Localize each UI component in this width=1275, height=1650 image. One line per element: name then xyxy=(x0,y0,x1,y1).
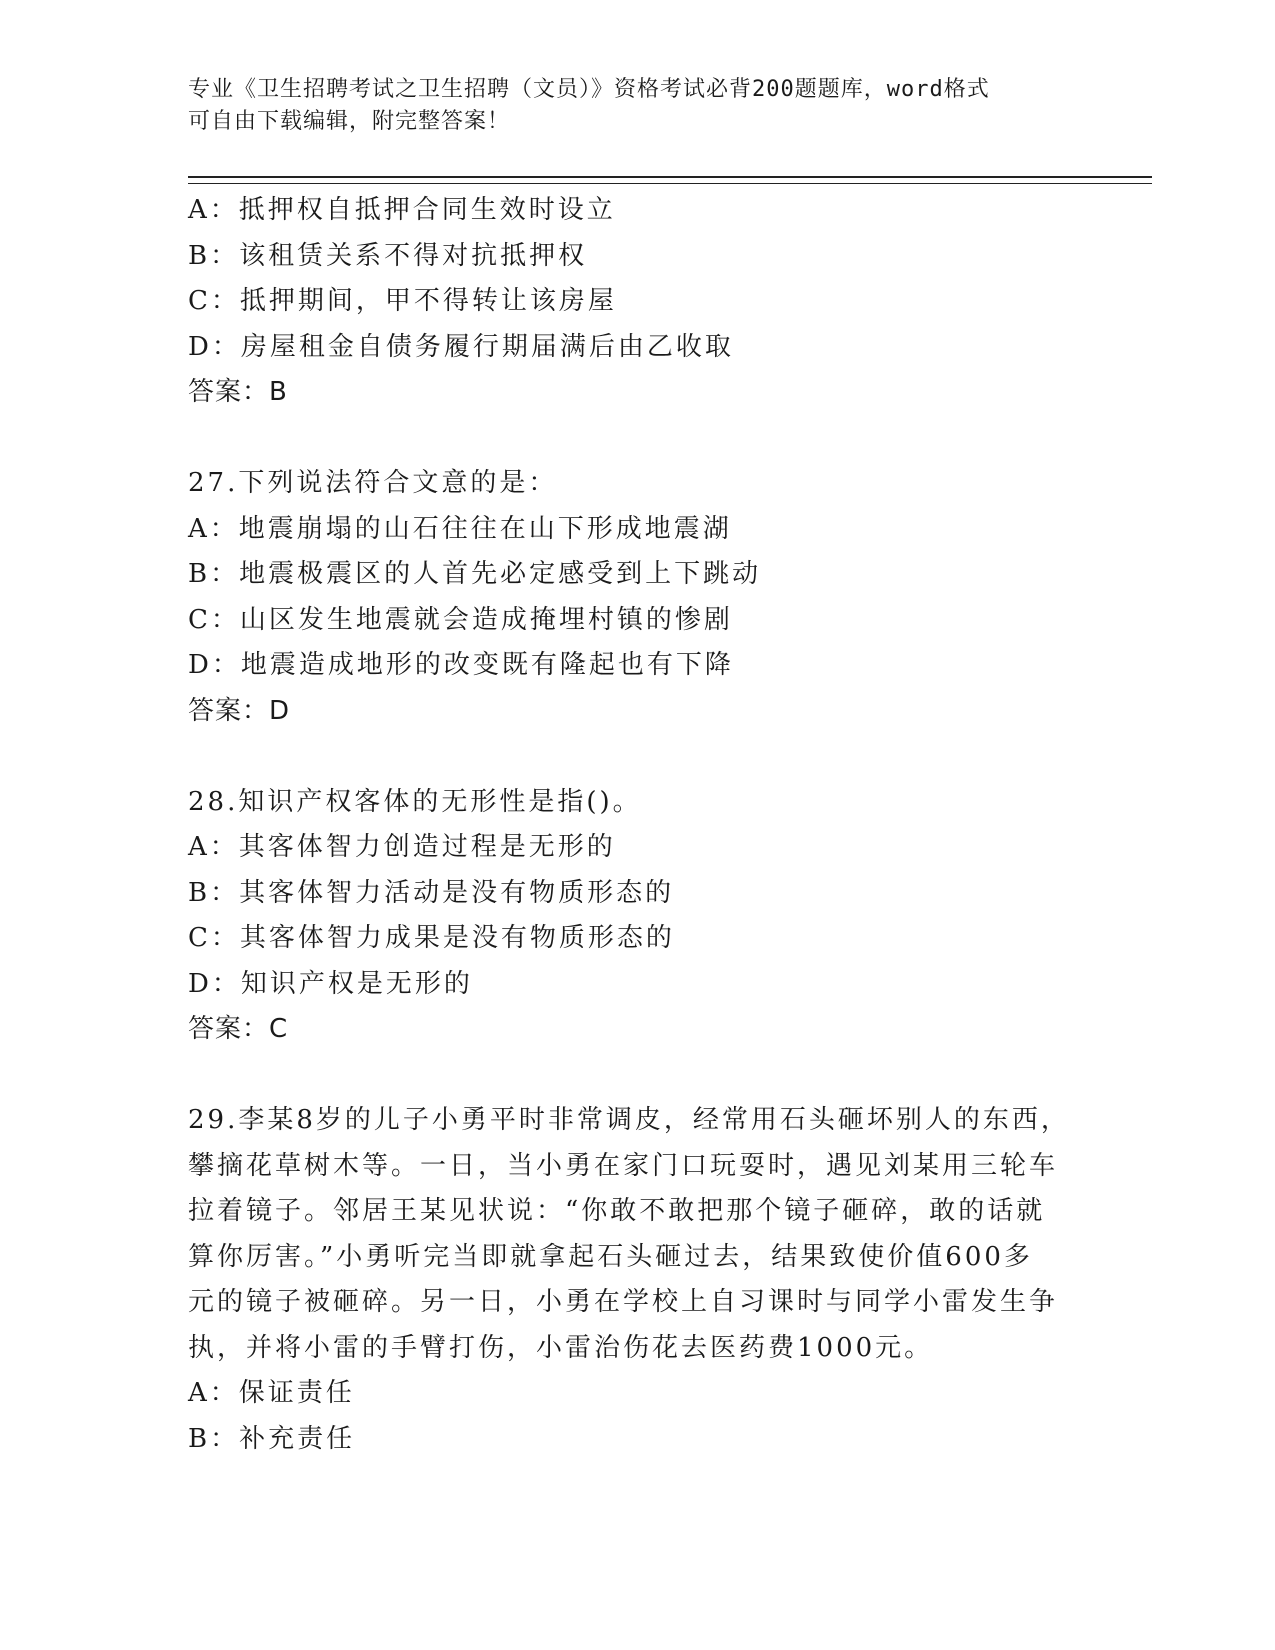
question-stem-line-6: 执，并将小雷的手臂打伤，小雷治伤花去医药费1000元。 xyxy=(188,1332,934,1363)
header-divider-thick xyxy=(188,176,1152,178)
question-27 xyxy=(188,461,1068,734)
question-stem-line-4: 算你厉害。”小勇听完当即就拿起石头砸过去，结果致使价值600多 xyxy=(188,1241,1033,1272)
header-divider-thin xyxy=(188,183,1152,184)
question-28 xyxy=(188,780,1068,1053)
option-b: B：补充责任 xyxy=(188,1423,356,1454)
option-c: C：山区发生地震就会造成掩埋村镇的惨剧 xyxy=(188,604,733,635)
question-stem: 27.下列说法符合文意的是： xyxy=(188,468,558,498)
spacer xyxy=(188,734,1068,780)
spacer xyxy=(188,416,1068,462)
header-title-line-2: 可自由下载编辑，附完整答案！ xyxy=(188,109,511,134)
spacer xyxy=(188,1053,1068,1099)
answer-line: 答案：C xyxy=(188,1014,289,1044)
question-stem: 28.知识产权客体的无形性是指()。 xyxy=(188,786,642,817)
question-stem-line-5: 元的镜子被砸碎。另一日，小勇在学校上自习课时与同学小雷发生争 xyxy=(188,1287,1059,1317)
option-b: B：其客体智力活动是没有物质形态的 xyxy=(188,877,675,908)
answer-line: 答案：D xyxy=(188,695,291,726)
question-stem-line-1: 29.李某8岁的儿子小勇平时非常调皮，经常用石头砸坏别人的东西， xyxy=(188,1105,1070,1135)
question-content xyxy=(188,188,1068,1462)
option-a: A：其客体智力创造过程是无形的 xyxy=(188,832,616,862)
option-d: D：知识产权是无形的 xyxy=(188,968,473,999)
option-d: D：地震造成地形的改变既有隆起也有下降 xyxy=(188,650,734,680)
header-title-line-1: 专业《卫生招聘考试之卫生招聘（文员）》资格考试必背200题题库，word格式 xyxy=(188,77,990,102)
option-b: B：地震极震区的人首先必定感受到上下跳动 xyxy=(188,559,762,589)
option-b: B：该租赁关系不得对抗抵押权 xyxy=(188,240,588,271)
option-c: C：抵押期间，甲不得转让该房屋 xyxy=(188,286,617,316)
question-26 xyxy=(188,188,1068,416)
answer-line: 答案：B xyxy=(188,377,288,407)
question-29 xyxy=(188,1098,1068,1462)
option-a: A：保证责任 xyxy=(188,1378,355,1408)
question-stem-line-3: 拉着镜子。邻居王某见状说：“你敢不敢把那个镜子砸碎，敢的话就 xyxy=(188,1196,1046,1226)
question-stem-line-2: 攀摘花草树木等。一日，当小勇在家门口玩耍时，遇见刘某用三轮车 xyxy=(188,1150,1059,1181)
option-a: A：抵押权自抵押合同生效时设立 xyxy=(188,195,616,225)
option-a: A：地震崩塌的山石往往在山下形成地震湖 xyxy=(188,513,732,544)
option-d: D：房屋租金自债务履行期届满后由乙收取 xyxy=(188,331,734,362)
option-c: C：其客体智力成果是没有物质形态的 xyxy=(188,923,675,953)
document-header xyxy=(188,74,1068,138)
